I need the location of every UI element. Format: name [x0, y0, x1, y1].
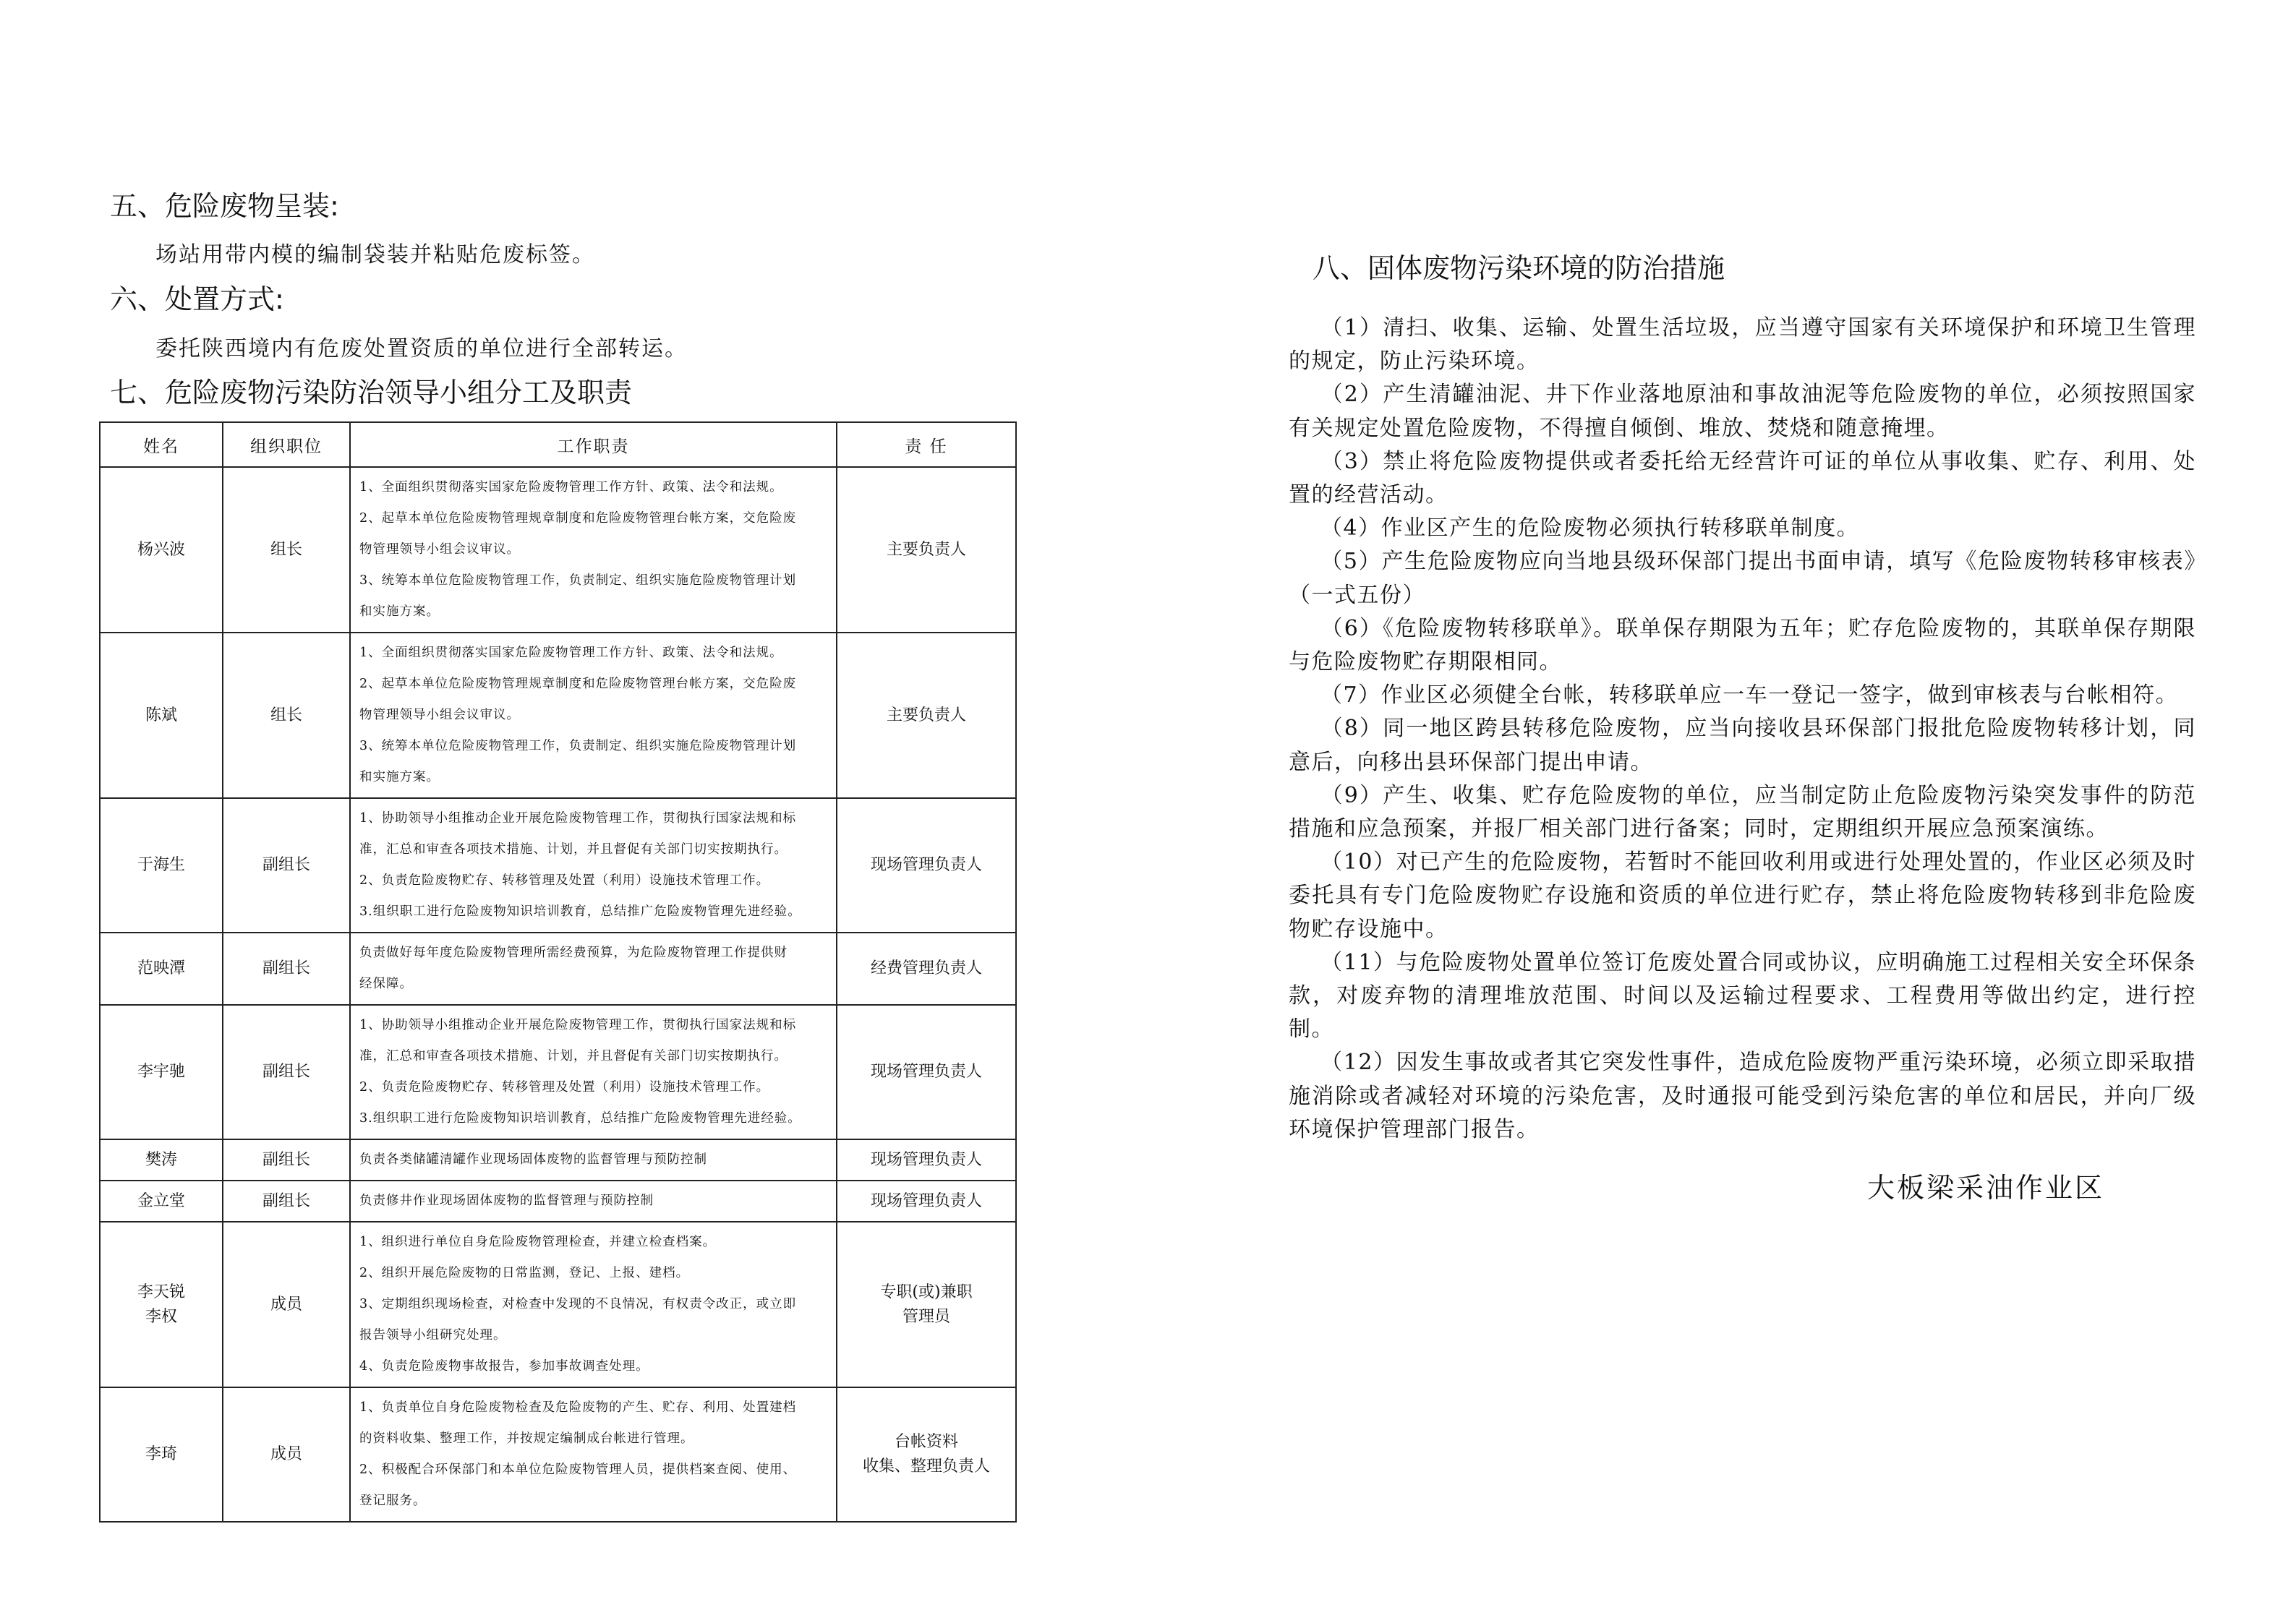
member-name: 范映潭	[100, 933, 223, 1005]
table-row	[100, 1387, 1016, 1522]
measure-item	[1289, 612, 2196, 679]
duty-line: 和实施方案。	[359, 770, 440, 784]
member-responsibility: 现场管理负责人	[837, 1139, 1016, 1181]
measure-item	[1289, 1046, 2196, 1147]
section-8-title: 八、固体废物污染环境的防治措施	[1313, 252, 1725, 284]
duty-line: 和实施方案。	[359, 604, 440, 619]
member-name: 李天锐 李权	[100, 1222, 223, 1387]
member-name: 金立堂	[100, 1181, 223, 1222]
measure-text: （11）与危险废物处置单位签订危废处置合同或协议，应明确施工过程相关安全环保条款，对废弃物的清理堆放范围、时间以及运输过程要求、工程费用等做出约定，进行控制。	[1289, 949, 2196, 1042]
measure-item	[1289, 712, 2196, 779]
table-row	[100, 1139, 1016, 1181]
duty-table-body	[100, 467, 1016, 1522]
duty-line: 负责修井作业现场固体废物的监督管理与预防控制	[359, 1194, 654, 1208]
measure-item	[1289, 378, 2196, 445]
duty-line: 3.组织职工进行危险废物知识培训教育，总结推广危险废物管理先进经验。	[359, 1111, 801, 1126]
member-duties	[350, 1387, 837, 1522]
member-duties	[350, 933, 837, 1005]
member-role: 组长	[223, 633, 350, 798]
member-responsibility: 主要负责人	[837, 633, 1016, 798]
table-row	[100, 1005, 1016, 1139]
measure-text: （4）作业区产生的危险废物必须执行转移联单制度。	[1320, 515, 1860, 541]
header-duties: 工作职责	[350, 422, 837, 467]
measure-text: （2）产生清罐油泥、井下作业落地原油和事故油泥等危险废物的单位，必须按照国家有关规定处置危险废物，不得擅自倾倒、堆放、焚烧和随意掩埋。	[1289, 382, 2196, 441]
table-row	[100, 798, 1016, 933]
duty-line: 准，汇总和审查各项技术措施、计划，并且督促有关部门切实按期执行。	[359, 1049, 788, 1063]
member-role: 副组长	[223, 798, 350, 933]
measure-item	[1289, 445, 2196, 512]
member-duties	[350, 1005, 837, 1139]
measure-item	[1289, 679, 2196, 712]
table-row	[100, 933, 1016, 1005]
measure-item	[1289, 779, 2196, 846]
member-responsibility: 主要负责人	[837, 467, 1016, 633]
duty-table-header-row	[100, 422, 1016, 467]
member-responsibility: 台帐资料 收集、整理负责人	[837, 1387, 1016, 1522]
section-5-title: 五、危险废物呈装:	[110, 190, 339, 222]
table-row	[100, 467, 1016, 633]
duty-line: 负责做好每年度危险废物管理所需经费预算，为危险废物管理工作提供财	[359, 946, 788, 960]
signature: 大板梁采油作业区	[1867, 1172, 2105, 1204]
duty-line: 报告领导小组研究处理。	[359, 1328, 507, 1342]
duty-line: 1、协助领导小组推动企业开展危险废物管理工作，贯彻执行国家法规和标	[359, 811, 797, 826]
duty-line: 负责各类储罐清罐作业现场固体废物的监督管理与预防控制	[359, 1152, 707, 1167]
duty-line: 2、起草本单位危险废物管理规章制度和危险废物管理台帐方案，交危险废	[359, 511, 797, 526]
duty-line: 2、负责危险废物贮存、转移管理及处置（利用）设施技术管理工作。	[359, 1080, 770, 1095]
duty-line: 3、定期组织现场检查，对检查中发现的不良情况，有权责令改正，或立即	[359, 1297, 797, 1311]
duty-line: 的资料收集、整理工作，并按规定编制成台帐进行管理。	[359, 1431, 694, 1446]
member-duties	[350, 1181, 837, 1222]
member-responsibility: 经费管理负责人	[837, 933, 1016, 1005]
measure-item	[1289, 846, 2196, 946]
measure-text: （1）清扫、收集、运输、处置生活垃圾，应当遵守国家有关环境保护和环境卫生管理的规定，防止污染环境。	[1289, 315, 2196, 374]
member-name: 樊涛	[100, 1139, 223, 1181]
measure-item	[1289, 545, 2196, 612]
member-role: 副组长	[223, 1005, 350, 1139]
header-role: 组织职位	[223, 422, 350, 467]
duty-line: 准，汇总和审查各项技术措施、计划，并且督促有关部门切实按期执行。	[359, 842, 788, 857]
member-duties	[350, 1222, 837, 1387]
measure-item	[1289, 512, 2196, 545]
section-8-list	[1289, 312, 2196, 1147]
duty-line: 3、统筹本单位危险废物管理工作，负责制定、组织实施危险废物管理计划	[359, 739, 797, 753]
duty-line: 3、统筹本单位危险废物管理工作，负责制定、组织实施危险废物管理计划	[359, 573, 797, 588]
member-name: 李宇驰	[100, 1005, 223, 1139]
member-responsibility: 现场管理负责人	[837, 798, 1016, 933]
measure-text: （10）对已产生的危险废物，若暂时不能回收利用或进行处理处置的，作业区必须及时委托具有专门危险废物贮存设施和资质的单位进行贮存，禁止将危险废物转移到非危险废物贮存设施中。	[1289, 849, 2196, 942]
measure-text: （9）产生、收集、贮存危险废物的单位，应当制定防止危险废物污染突发事件的防范措施和应急预案，并报厂相关部门进行备案；同时，定期组织开展应急预案演练。	[1289, 782, 2196, 842]
section-6-title: 六、处置方式:	[110, 283, 284, 315]
member-duties	[350, 1139, 837, 1181]
member-responsibility: 专职(或)兼职 管理员	[837, 1222, 1016, 1387]
member-responsibility: 现场管理负责人	[837, 1181, 1016, 1222]
duty-line: 2、起草本单位危险废物管理规章制度和危险废物管理台帐方案，交危险废	[359, 677, 797, 691]
member-name: 于海生	[100, 798, 223, 933]
member-duties	[350, 633, 837, 798]
duty-line: 4、负责危险废物事故报告，参加事故调查处理。	[359, 1359, 649, 1374]
measure-text: （8）同一地区跨县转移危险废物，应当向接收县环保部门报批危险废物转移计划，同意后，向移出县环保部门提出申请。	[1289, 716, 2196, 775]
member-duties	[350, 467, 837, 633]
table-row	[100, 1222, 1016, 1387]
measure-text: （3）禁止将危险废物提供或者委托给无经营许可证的单位从事收集、贮存、利用、处置的经营活动。	[1289, 448, 2196, 508]
table-row	[100, 633, 1016, 798]
duty-line: 2、积极配合环保部门和本单位危险废物管理人员，提供档案查阅、使用、	[359, 1463, 797, 1477]
member-name: 杨兴波	[100, 467, 223, 633]
section-6-body: 委托陕西境内有危废处置资质的单位进行全部转运。	[155, 336, 688, 361]
duty-line: 2、负责危险废物贮存、转移管理及处置（利用）设施技术管理工作。	[359, 873, 770, 888]
duty-line: 1、负责单位自身危险废物检查及危险废物的产生、贮存、利用、处置建档	[359, 1400, 797, 1415]
measure-item	[1289, 312, 2196, 378]
duty-line: 登记服务。	[359, 1494, 427, 1508]
duty-line: 2、组织开展危险废物的日常监测，登记、上报、建档。	[359, 1266, 690, 1280]
member-role: 副组长	[223, 1181, 350, 1222]
measure-text: （12）因发生事故或者其它突发性事件，造成危险废物严重污染环境，必须立即采取措施消除或者减轻对环境的污染危害，及时通报可能受到污染危害的单位和居民，并向厂级环境保护管理部门报告。	[1289, 1050, 2196, 1142]
measure-text: （7）作业区必须健全台帐，转移联单应一车一登记一签字，做到审核表与台帐相符。	[1320, 682, 2179, 708]
measure-text: （6）《危险废物转移联单》。联单保存期限为五年；贮存危险废物的，其联单保存期限与危险废物贮存期限相同。	[1289, 615, 2196, 675]
measure-text: （5）产生危险废物应向当地县级环保部门提出书面申请，填写《危险废物转移审核表》（一式五份）	[1289, 549, 2196, 608]
duty-line: 1、全面组织贯彻落实国家危险废物管理工作方针、政策、法令和法规。	[359, 480, 783, 494]
duty-table	[99, 421, 1017, 1523]
member-role: 组长	[223, 467, 350, 633]
duty-line: 物管理领导小组会议审议。	[359, 708, 520, 722]
duty-line: 1、协助领导小组推动企业开展危险废物管理工作，贯彻执行国家法规和标	[359, 1018, 797, 1032]
member-role: 成员	[223, 1387, 350, 1522]
duty-line: 经保障。	[359, 977, 413, 991]
section-7-title: 七、危险废物污染防治领导小组分工及职责	[110, 377, 633, 408]
member-duties	[350, 798, 837, 933]
member-role: 副组长	[223, 933, 350, 1005]
member-name: 李琦	[100, 1387, 223, 1522]
measure-item	[1289, 946, 2196, 1047]
member-name: 陈斌	[100, 633, 223, 798]
section-5-body: 场站用带内模的编制袋装并粘贴危废标签。	[155, 242, 595, 267]
member-responsibility: 现场管理负责人	[837, 1005, 1016, 1139]
duty-line: 1、全面组织贯彻落实国家危险废物管理工作方针、政策、法令和法规。	[359, 646, 783, 660]
duty-line: 1、组织进行单位自身危险废物管理检查，并建立检查档案。	[359, 1235, 717, 1249]
member-role: 成员	[223, 1222, 350, 1387]
header-name: 姓名	[100, 422, 223, 467]
member-role: 副组长	[223, 1139, 350, 1181]
duty-line: 3.组织职工进行危险废物知识培训教育，总结推广危险废物管理先进经验。	[359, 904, 801, 919]
duty-line: 物管理领导小组会议审议。	[359, 542, 520, 557]
table-row	[100, 1181, 1016, 1222]
header-responsibility: 责 任	[837, 422, 1016, 467]
